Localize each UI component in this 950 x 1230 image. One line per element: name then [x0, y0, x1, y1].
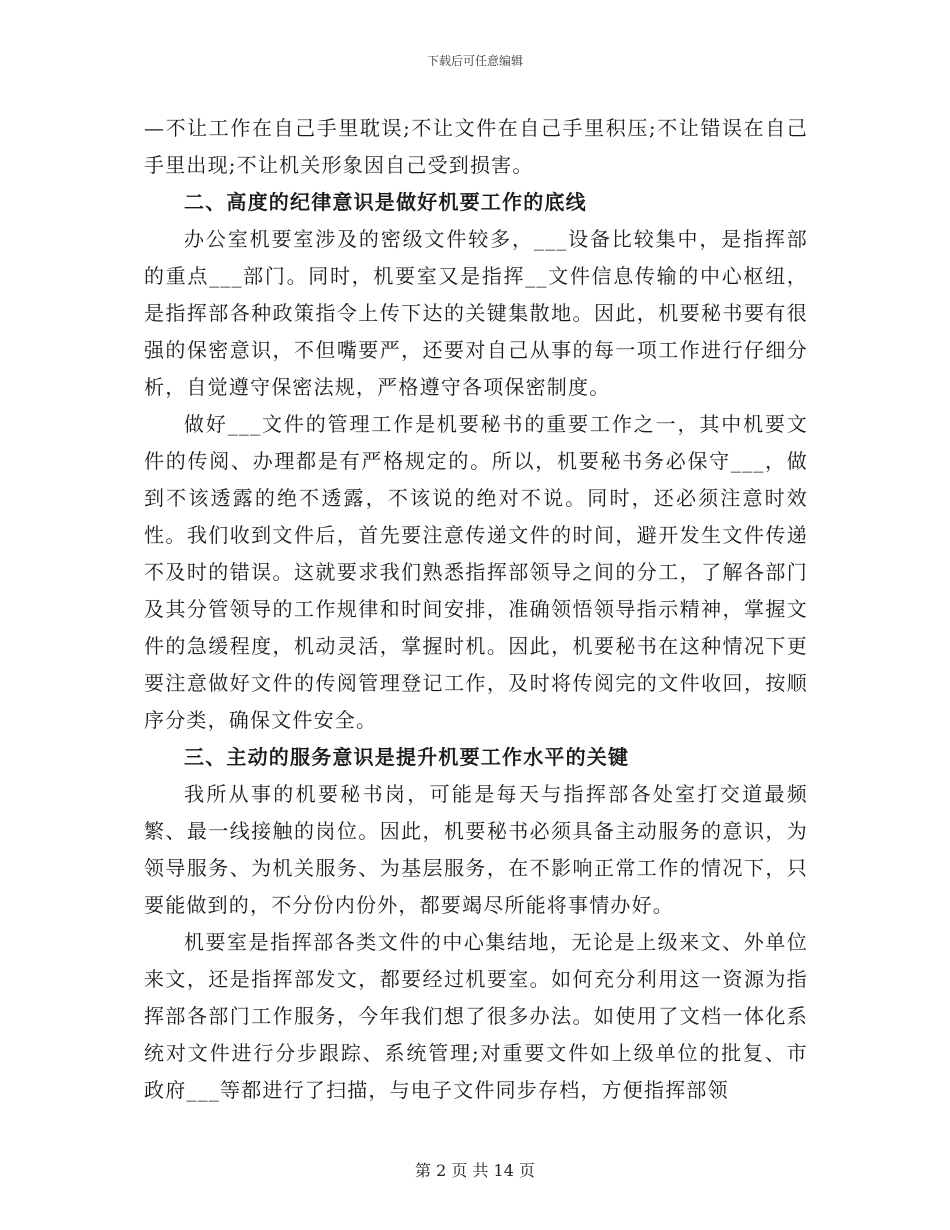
- paragraph-intro: —不让工作在自己手里耽误;不让文件在自己手里积压;不让错误在自己手里出现;不让机关形象因自己受到损害。: [144, 116, 808, 177]
- page-header: 下载后可任意编辑: [426, 54, 523, 68]
- paragraph-3b: 机要室是指挥部各类文件的中心集结地，无论是上级来文、外单位来文，还是指挥部发文，都要经过机要室。如何充分利用这一资源为指挥部各部门工作服务，今年我们想了很多办法。如使用了文档一体化系统对文件进行分步跟踪、系统管理;对重要文件如上级单位的批复、市政府___等都进行了扫描，与电子文件同步存档，方便指挥部领: [144, 930, 808, 1102]
- page-footer: 第 2 页 共 14 页: [415, 1161, 535, 1180]
- paragraph-3a: 我所从事的机要秘书岗，可能是每天与指挥部各处室打交道最频繁、最一线接触的岗位。因此，机要秘书必须具备主动服务的意识，为领导服务、为机关服务、为基层服务，在不影响正常工作的情况下，只要能做到的，不分份内份外，都要竭尽所能将事情办好。: [144, 782, 808, 917]
- paragraph-2b: 做好___文件的管理工作是机要秘书的重要工作之一，其中机要文件的传阅、办理都是有严格规定的。所以，机要秘书务必保守___，做到不该透露的绝不透露，不该说的绝对不说。同时，还必须注意时效性。我们收到文件后，首先要注意传递文件的时间，避开发生文件传递不及时的错误。这就要求我们熟悉指挥部领导之间的分工，了解各部门及其分管领导的工作规律和时间安排，准确领悟领导指示精神，掌握文件的急缓程度，机动灵活，掌握时机。因此，机要秘书在这种情况下更要注意做好文件的传阅管理登记工作，及时将传阅完的文件收回，按顺序分类，确保文件安全。: [144, 412, 808, 732]
- document-body: [144, 110, 808, 1109]
- paragraph-2a: 办公室机要室涉及的密级文件较多，___设备比较集中，是指挥部的重点___部门。同时，机要室又是指挥__文件信息传输的中心枢纽，是指挥部各种政策指令上传下达的关键集散地。因此，机要秘书要有很强的保密意识，不但嘴要严，还要对自己从事的每一项工作进行仔细分析，自觉遵守保密法规，严格遵守各项保密制度。: [144, 227, 808, 399]
- section-heading-3: 三、主动的服务意识是提升机要工作水平的关键: [184, 745, 630, 769]
- section-heading-2: 二、高度的纪律意识是做好机要工作的底线: [184, 190, 587, 214]
